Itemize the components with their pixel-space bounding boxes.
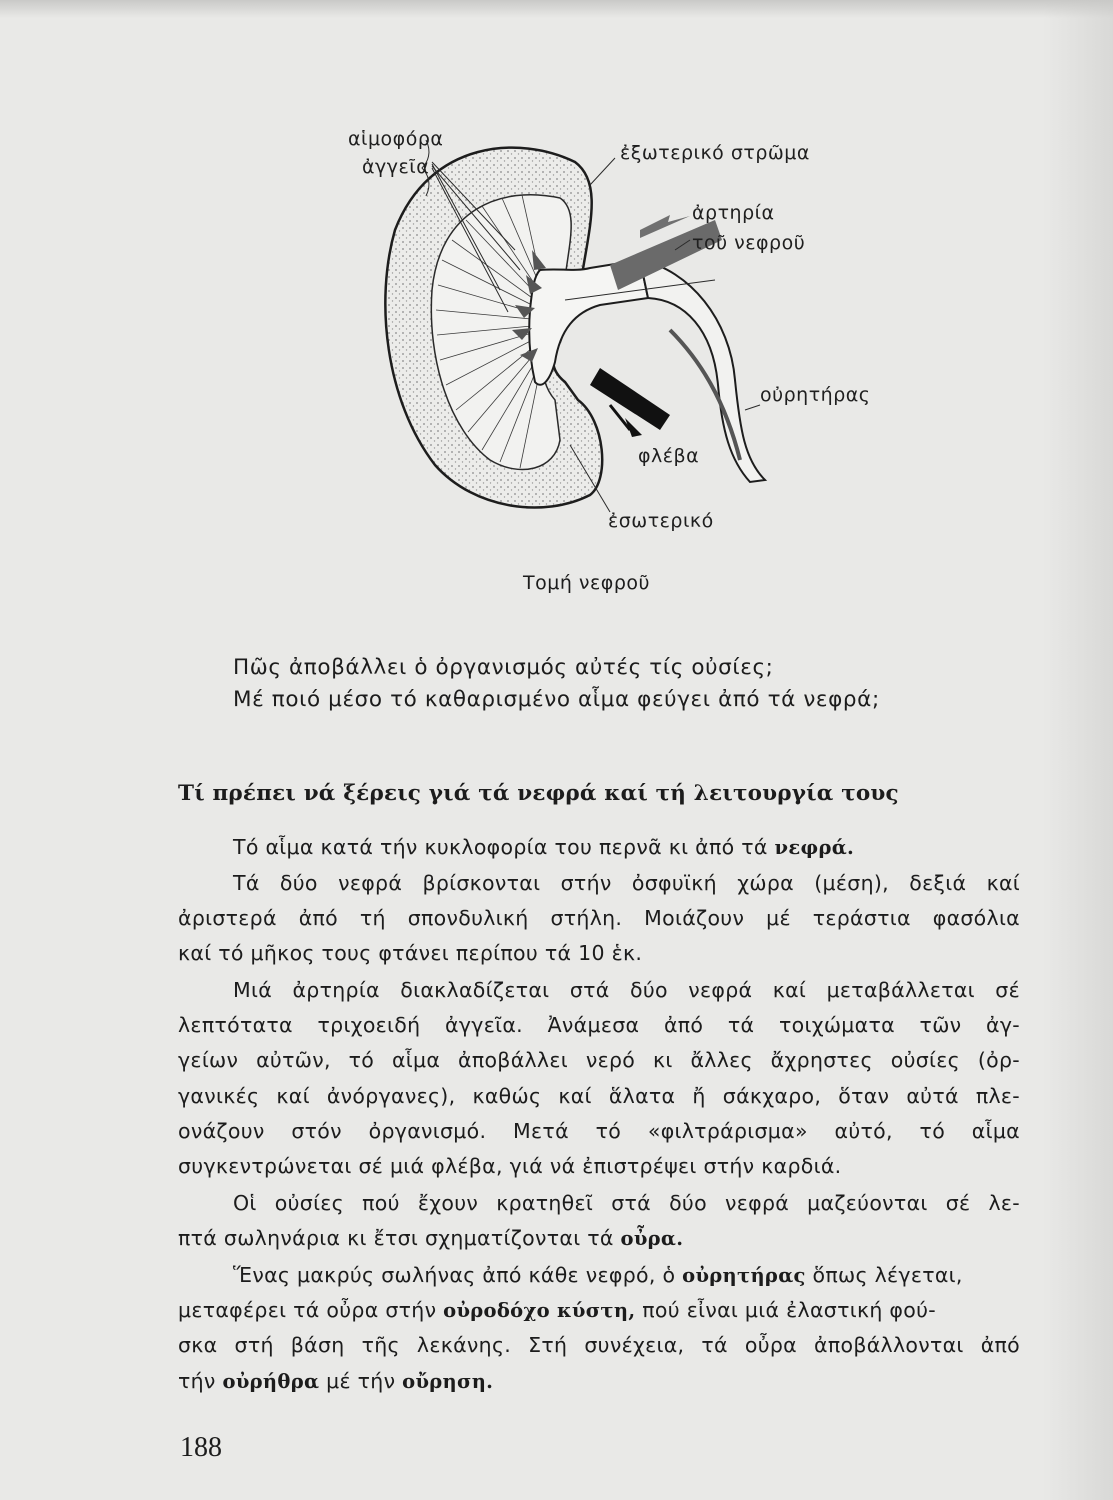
term-kidneys: νεφρά. (774, 836, 855, 859)
term-urination: οὔρηση. (402, 1370, 494, 1393)
label-blood-vessels-line2: ἀγγεῖα (362, 156, 430, 178)
label-inner: ἐσωτερικό (608, 510, 714, 532)
label-artery-line1: ἀρτηρία (692, 202, 775, 224)
body-line: γείων αὐτῶν, τό αἷμα ἀποβάλλει νερό κι ἄλλες ἄχρηστες οὐσίες (ὀρ- (178, 1048, 1020, 1072)
question-1: Πῶς ἀποβάλλει ὁ ὀργανισμός αὐτές τίς οὐσίες; (233, 655, 774, 680)
body-line: Μιά ἀρτηρία διακλαδίζεται στά δύο νεφρά καί μεταβάλλεται σέ (233, 978, 1020, 1002)
body-line: καί τό μῆκος τους φτάνει περίπου τά 10 ἑκ. (178, 941, 643, 965)
body-line: Ἕνας μακρύς σωλήνας ἀπό κάθε νεφρό, ὁ οὐρητήρας ὅπως λέγεται, (233, 1263, 963, 1287)
body-line: ἀριστερά ἀπό τή σπονδυλική στήλη. Μοιάζουν μέ τεράστια φασόλια (178, 906, 1020, 930)
label-artery-line2: τοῦ νεφροῦ (692, 232, 806, 254)
section-heading: Τί πρέπει νά ξέρεις γιά τά νεφρά καί τή λειτουργία τους (178, 781, 899, 806)
body-line: πτά σωληνάρια κι ἔτσι σχηματίζονται τά οὖρα. (178, 1226, 684, 1250)
body-line: γανικές καί ἀνόργανες), καθώς καί ἅλατα ἤ σάκχαρο, ὅταν αὐτά πλε- (178, 1084, 1020, 1108)
term-urine: οὖρα. (620, 1227, 684, 1250)
label-ureter: οὐρητήρας (760, 384, 871, 406)
label-blood-vessels-line1: αἱμοφόρα (348, 128, 444, 150)
term-bladder: οὐροδόχο κύστη, (443, 1299, 636, 1322)
question-2: Μέ ποιό μέσο τό καθαρισμένο αἷμα φεύγει ἀπό τά νεφρά; (233, 687, 880, 712)
body-line: συγκεντρώνεται σέ μιά φλέβα, γιά νά ἐπιστρέψει στήν καρδιά. (178, 1154, 842, 1178)
body-line: Τά δύο νεφρά βρίσκονται στήν ὀσφυϊκή χώρα (μέση), δεξιά καί (233, 871, 1020, 895)
page-edge-shadow (0, 0, 1113, 18)
label-outer-layer: ἐξωτερικό στρῶμα (620, 142, 810, 164)
body-line: λεπτότατα τριχοειδή ἀγγεῖα. Ἀνάμεσα ἀπό τά τοιχώματα τῶν ἀγ- (178, 1013, 1020, 1037)
kidney-section-illustration (170, 100, 930, 620)
kidney-figure (170, 100, 930, 620)
body-line: μεταφέρει τά οὖρα στήν οὐροδόχο κύστη, πού εἶναι μιά ἐλαστική φού- (178, 1298, 936, 1322)
term-ureter: οὐρητήρας (682, 1264, 806, 1287)
term-urethra: οὐρήθρα (222, 1370, 320, 1393)
page-number: 188 (180, 1432, 222, 1463)
label-vein: φλέβα (638, 445, 700, 467)
body-line: σκα στή βάση τῆς λεκάνης. Στή συνέχεια, τά οὖρα ἀποβάλλονται ἀπό (178, 1333, 1020, 1357)
page-gutter-shadow (1043, 0, 1113, 1500)
figure-caption: Τομή νεφροῦ (523, 572, 650, 594)
body-line: Τό αἷμα κατά τήν κυκλοφορία του περνᾶ κι ἀπό τά νεφρά. (233, 835, 855, 859)
body-line: ονάζουν στόν ὀργανισμό. Μετά τό «φιλτράρισμα» αὐτό, τό αἷμα (178, 1119, 1020, 1143)
body-line: τήν οὐρήθρα μέ τήν οὔρηση. (178, 1369, 494, 1393)
body-line: Οἱ οὐσίες πού ἔχουν κρατηθεῖ στά δύο νεφρά μαζεύονται σέ λε- (233, 1191, 1020, 1215)
renal-vein-band (590, 368, 670, 430)
